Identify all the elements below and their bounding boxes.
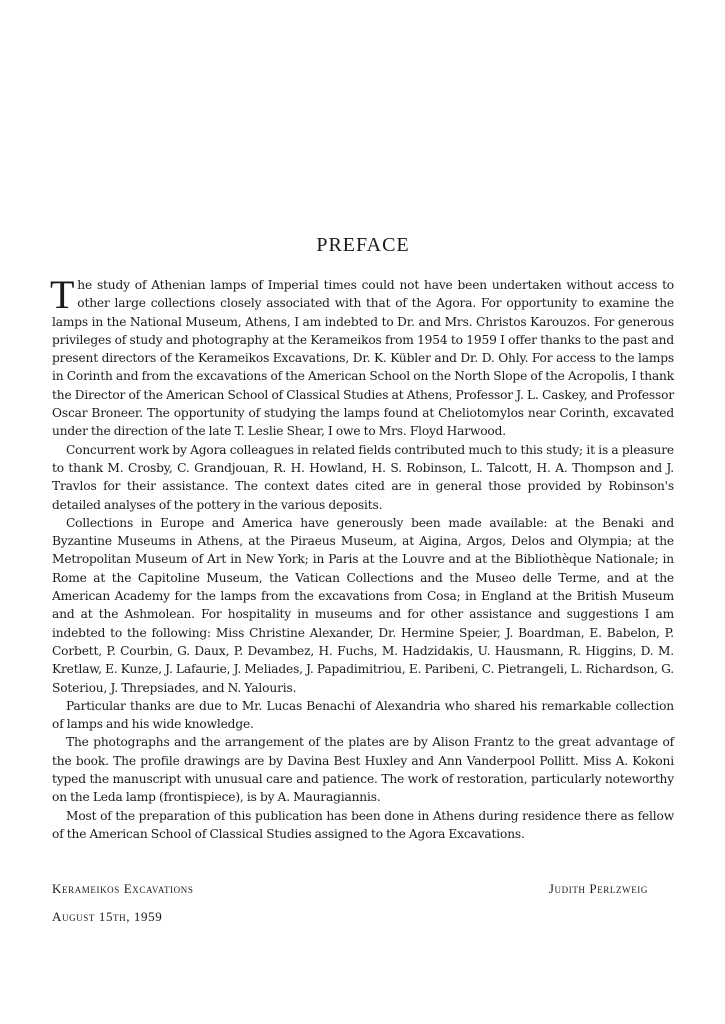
paragraph-1 [50, 272, 674, 441]
signature-place: Kerameikos Excavations [52, 881, 194, 896]
preface-body [50, 272, 674, 843]
paragraph-3: Collections in Europe and America have generously been made available: at the Benaki and Byzantine Museums in Athens, at the Piraeus Museum, at Aigina, Argos, Delos and Olympia; at the Metropolitan Museum of Art in New York; in Paris at the Louvre and at the Bibliothèque Nationale; in Rome at the Capitoline Museum, the Vatican Collections and the Museo delle Terme, and at the American Academy for the lamps from the excavations from Cosa; in England at the British Museum and at the Ashmolean. For hospitality in museums and for other assistance and suggestions I am indebted to the following: Miss Christine Alexander, Dr. Hermine Speier, J. Boardman, E. Babelon, P. Corbett, P. Courbin, G. Daux, P. Devambez, H. Fuchs, M. Hadzidakis, U. Hausmann, R. Higgins, D. M. Kretlaw, E. Kunze, J. Lafaurie, J. Meliades, J. Papadimitriou, E. Paribeni, C. Pietrangeli, L. Richardson, G. Soteriou, J. Threpsiades, and N. Yalouris. [52, 515, 674, 695]
signature-date: August 15th, 1959 [52, 909, 163, 924]
paragraph-5: The photographs and the arrangement of the plates are by Alison Frantz to the great advantage of the book. The profile drawings are by Davina Best Huxley and Ann Vanderpool Pollitt. Miss A. Kokoni typed the manuscript with unusual care and patience. The work of restoration, particularly noteworthy on the Leda lamp (frontispiece), is by A. Mauragiannis. [52, 735, 674, 805]
signature-author: Judith Perlzweig [548, 881, 648, 896]
signature-row [52, 880, 674, 908]
page [52, 0, 674, 1024]
paragraph-6: Most of the preparation of this publication has been done in Athens during residence there as fellow of the American School of Classical Studies assigned to the Agora Excavations. [52, 808, 674, 841]
drop-cap: T [50, 272, 75, 317]
signature-date-row [52, 908, 674, 936]
page-title: PREFACE [316, 234, 410, 256]
paragraph-4: Particular thanks are due to Mr. Lucas Benachi of Alexandria who shared his remarkable collection of lamps and his wide knowledge. [52, 698, 674, 732]
signature-block [52, 880, 674, 936]
paragraph-2: Concurrent work by Agora colleagues in related fields contributed much to this study; it is a pleasure to thank M. Crosby, C. Grandjouan, R. H. Howland, H. S. Robinson, L. Talcott, H. A. Thompson and J. Travlos for their assistance. The context dates cited are in general those provided by Robinson's detailed analyses of the pottery in the various deposits. [52, 442, 674, 512]
paragraph-1-text: he study of Athenian lamps of Imperial times could not have been undertaken without access to other large collections closely associated with that of the Agora. For opportunity to examine the lamps in the National Museum, Athens, I am indebted to Dr. and Mrs. Christos Karouzos. For generous privileges of study and photography at the Kerameikos from 1954 to 1959 I offer thanks to the past and present directors of the Kerameikos Excavations, Dr. K. Kübler and Dr. D. Ohly. For access to the lamps in Corinth and from the excavations of the American School on the North Slope of the Acropolis, I thank the Director of the American School of Classical Studies at Athens, Professor J. L. Caskey, and Professor Oscar Broneer. The opportunity of studying the lamps found at Cheliotomylos near Corinth, excavated under the direction of the late T. Leslie Shear, I owe to Mrs. Floyd Harwood. [52, 278, 674, 439]
